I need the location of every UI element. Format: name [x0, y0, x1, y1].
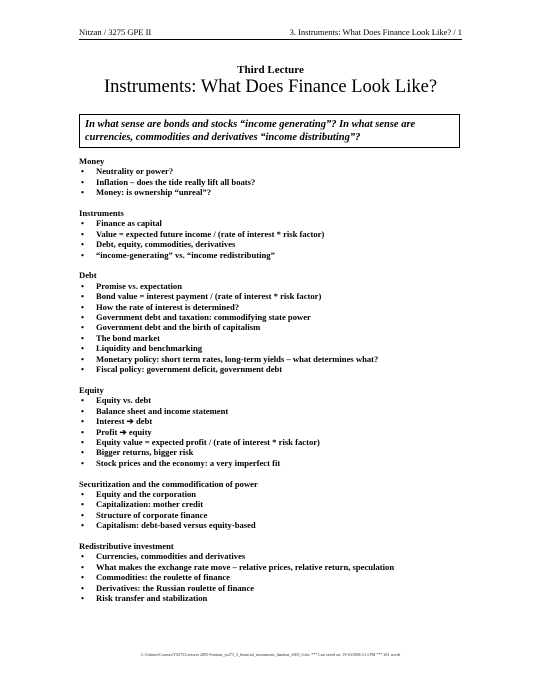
- list-item-text: Stock prices and the economy: a very imperfect fit: [96, 457, 281, 468]
- list-item: [79, 218, 464, 228]
- outline-section: [79, 270, 464, 374]
- header-page-info: 3. Instruments: What Does Finance Look Like? / 1: [289, 27, 462, 37]
- section-title: Equity: [79, 384, 104, 395]
- bullet-icon: •: [81, 187, 85, 198]
- list-item-text: Structure of corporate finance: [96, 509, 208, 520]
- list-item-text: Bond value = interest payment / (rate of interest * risk factor): [96, 291, 322, 302]
- question-box: In what sense are bonds and stocks “income generating”? In what sense are currencies, commodities and derivatives “income distributing”?: [79, 114, 460, 148]
- list-item-text: Commodities: the roulette of finance: [96, 572, 230, 583]
- list-item-text: Finance as capital: [96, 218, 162, 229]
- list-item-text: “income-generating” vs. “income redistributing”: [96, 249, 275, 260]
- list-item: [79, 416, 464, 426]
- list-item-text: Government debt and taxation: commodifying state power: [96, 312, 311, 323]
- bullet-icon: •: [81, 436, 85, 447]
- bullet-icon: •: [81, 364, 85, 375]
- outline-section: [79, 385, 464, 468]
- list-item: [79, 322, 464, 332]
- page-title: Instruments: What Does Finance Look Like?: [103, 77, 438, 97]
- list-item: [79, 312, 464, 322]
- bullet-icon: •: [81, 332, 85, 343]
- list-item-text: Monetary policy: short term rates, long-term yields – what determines what?: [96, 353, 379, 364]
- list-item-text: Promise vs. expectation: [96, 280, 183, 291]
- bullet-icon: •: [81, 561, 85, 572]
- bullet-list: [79, 395, 464, 468]
- list-item: [79, 177, 464, 187]
- bullet-icon: •: [81, 312, 85, 323]
- outline-section: [79, 208, 464, 260]
- list-item-text: Neutrality or power?: [96, 166, 174, 177]
- list-item: [79, 510, 464, 520]
- list-item-text: Derivatives: the Russian roulette of finance: [96, 582, 255, 593]
- bullet-icon: •: [81, 395, 85, 406]
- list-item: [79, 291, 464, 301]
- bullet-list: [79, 218, 464, 260]
- bullet-icon: •: [81, 228, 85, 239]
- list-item: [79, 499, 464, 509]
- list-item: [79, 354, 464, 364]
- bullet-icon: •: [81, 301, 85, 312]
- list-item-text: Balance sheet and income statement: [96, 405, 229, 416]
- list-item: [79, 583, 464, 593]
- section-title: Debt: [79, 270, 97, 281]
- bullet-icon: •: [81, 218, 85, 229]
- bullet-icon: •: [81, 322, 85, 333]
- list-item-text: Equity and the corporation: [96, 488, 197, 499]
- bullet-list: [79, 489, 464, 531]
- bullet-icon: •: [81, 291, 85, 302]
- list-item: [79, 281, 464, 291]
- list-item: [79, 572, 464, 582]
- list-item: [79, 406, 464, 416]
- outline-section: [79, 156, 464, 198]
- list-item-text: Inflation – does the tide really lift all boats?: [96, 176, 256, 187]
- list-item-text: Capitalism: debt-based versus equity-based: [96, 520, 256, 531]
- header-course: Nitzan / 3275 GPE II: [79, 27, 152, 37]
- list-item-text: Debt, equity, commodities, derivatives: [96, 239, 236, 250]
- outline-section: [79, 479, 464, 531]
- bullet-icon: •: [81, 405, 85, 416]
- list-item-text: Liquidity and benchmarking: [96, 343, 203, 354]
- list-item-text: What makes the exchange rate move – relative prices, relative return, speculation: [96, 561, 395, 572]
- list-item: [79, 302, 464, 312]
- bullet-icon: •: [81, 572, 85, 583]
- section-title: Instruments: [79, 208, 124, 219]
- bullet-icon: •: [81, 239, 85, 250]
- list-item-text: How the rate of interest is determined?: [96, 301, 240, 312]
- list-item: [79, 166, 464, 176]
- list-item: [79, 562, 464, 572]
- list-item: [79, 395, 464, 405]
- section-title: Money: [79, 156, 105, 166]
- list-item-text: Capitalization: mother credit: [96, 499, 204, 510]
- list-item: [79, 187, 464, 197]
- bullet-icon: •: [81, 176, 85, 187]
- list-item-text: Equity value = expected profit / (rate of interest * risk factor): [96, 436, 320, 447]
- bullet-icon: •: [81, 551, 85, 562]
- list-item: [79, 551, 464, 561]
- bullet-icon: •: [81, 447, 85, 458]
- list-item-text: Profit ➔ equity: [96, 426, 152, 437]
- bullet-icon: •: [81, 582, 85, 593]
- section-title: Redistributive investment: [79, 540, 174, 551]
- outline-content: [79, 156, 464, 614]
- list-item-text: Interest ➔ debt: [96, 416, 153, 427]
- list-item-text: The bond market: [96, 332, 160, 343]
- bullet-icon: •: [81, 353, 85, 364]
- list-item: [79, 229, 464, 239]
- bullet-icon: •: [81, 343, 85, 354]
- list-item-text: Risk transfer and stabilization: [96, 592, 208, 603]
- list-item: [79, 250, 464, 260]
- bullet-icon: •: [81, 592, 85, 603]
- bullet-icon: •: [81, 499, 85, 510]
- list-item: [79, 458, 464, 468]
- list-item-text: Currencies, commodities and derivatives: [96, 551, 246, 562]
- bullet-list: [79, 551, 464, 603]
- list-item: [79, 343, 464, 353]
- list-item-text: Equity vs. debt: [96, 395, 152, 406]
- bullet-icon: •: [81, 520, 85, 531]
- list-item: [79, 333, 464, 343]
- bullet-icon: •: [81, 426, 85, 437]
- list-item: [79, 520, 464, 530]
- list-item: [79, 364, 464, 374]
- list-item-text: Bigger returns, bigger risk: [96, 447, 194, 458]
- bullet-icon: •: [81, 509, 85, 520]
- list-item: [79, 239, 464, 249]
- lecture-subtitle: Third Lecture: [237, 64, 304, 76]
- bullet-list: [79, 166, 464, 197]
- list-item: [79, 427, 464, 437]
- list-item: [79, 437, 464, 447]
- document-footer: C:\Cabinet\Courses\YS275\Lectures 2005-6\nitzan_ys275_3_financial_instruments_handout_2005_6.doc *** Last saved on: 19/10/2006 3:13 PM *** 261 words: [140, 652, 401, 657]
- list-item-text: Value = expected future income / (rate of interest * risk factor): [96, 228, 325, 239]
- list-item: [79, 593, 464, 603]
- page-header: [79, 27, 462, 40]
- bullet-icon: •: [81, 249, 85, 260]
- list-item-text: Money: is ownership “unreal”?: [96, 187, 212, 198]
- bullet-icon: •: [81, 416, 85, 427]
- section-title: Securitization and the commodification of power: [79, 478, 258, 489]
- outline-section: [79, 541, 464, 603]
- bullet-icon: •: [81, 280, 85, 291]
- bullet-icon: •: [81, 457, 85, 468]
- bullet-icon: •: [81, 488, 85, 499]
- list-item: [79, 447, 464, 457]
- list-item-text: Government debt and the birth of capitalism: [96, 322, 261, 333]
- list-item-text: Fiscal policy: government deficit, government debt: [96, 364, 283, 375]
- bullet-list: [79, 281, 464, 375]
- list-item: [79, 489, 464, 499]
- bullet-icon: •: [81, 166, 85, 177]
